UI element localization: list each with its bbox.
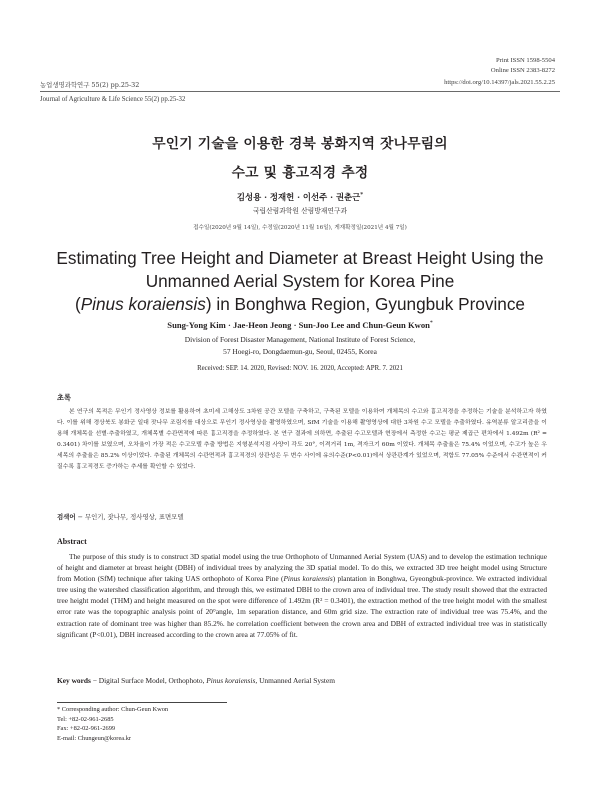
title-ko-line1: 무인기 기술을 이용한 경북 봉화지역 잣나무림의 — [152, 136, 448, 152]
corresponding-mark-en: * — [429, 320, 433, 327]
journal-ko: 농업생명과학연구 55(2) pp.25-32 — [40, 81, 140, 89]
abstract-en-species: Pinus koraiensis — [283, 574, 333, 584]
affiliation-en-line1: Division of Forest Disaster Management, National Institute of Forest Science, — [184, 335, 416, 344]
abstract-ko-heading: 초록 — [57, 393, 71, 402]
doi-link[interactable]: https://doi.org/10.14397/jals.2021.55.2.25 — [444, 79, 555, 86]
footnote-fax: Fax: +82-02-961-2699 — [57, 725, 116, 733]
journal-en: Journal of Agriculture & Life Science 55(2) pp.25-32 — [40, 96, 186, 103]
keywords-en-dash: − Digital Surface Model, Orthophoto, — [90, 676, 207, 685]
title-ko-line2: 수고 및 흉고직경 추정 — [231, 165, 369, 181]
keywords-en-rest: , Unmanned Aerial System — [255, 676, 336, 685]
authors-ko — [0, 191, 600, 203]
footnote-corresponding: * Corresponding author: Chun-Geun Kwon — [57, 706, 169, 713]
abstract-en-part1: The purpose of this study is to construct 3D spatial model using the true Orthophoto of Unmanned Aerial System (UAS) and to develop the estimation technique of height and diameter at breast height (DBH) of individual trees by analyzing the 3D spatial model. To do this, we extracted 3D tree height model using Structure from Motion (SfM) technique after taking UAS orthophoto of Korea Pine ( — [57, 552, 547, 584]
footnote-rule — [57, 702, 227, 703]
online-issn: Online ISSN 2383-8272 — [490, 67, 555, 74]
abstract-en-body — [57, 551, 547, 640]
keywords-en-species: Pinus koraiensis — [206, 676, 256, 685]
title-en-line2: Unmanned Aerial System for Korea Pine — [145, 271, 455, 291]
keywords-ko — [57, 512, 184, 521]
footnote-tel: Tel: +82-02-961-2685 — [57, 715, 114, 723]
keywords-en-label: Key words — [57, 676, 91, 685]
keywords-ko-label: 검색어 — [57, 513, 76, 521]
title-en-line3 — [0, 294, 600, 315]
footnote — [57, 705, 357, 743]
abstract-ko-body: 본 연구의 목적은 무인기 정사영상 정보를 활용하여 초미세 고해상도 3차원 공간 모델을 구축하고, 구축된 모델을 이용하여 개체목의 수고와 흉고직경을 추정하는 기술을 분석하고자 하였다. 이를 위해 경상북도 봉화군 일대 잣나무 조림지를 대상으로 무인기 정사영상을 촬영하였으며, SfM 기술을 이용해 촬영영상에 대한 3차원 수고 모델을 추출하였다. 유역분류 알고리즘을 이용해 개체목을 선별·추출하였고, 개체목별 수관면적에 따른 흉고직경을 추정하였다. 본 연구 결과에 의하면, 추출된 수고모델과 현장에서 측정한 수고는 평균 제곱근 편차에서 1.492m (R² = 0.3401) 차이를 보였으며, 오차율이 가장 적은 수고모델 추출 방법은 지형분석지점 사양이 각도 20°, 이격거리 1m, 격자크기 60m 이었다. 개체목 추출율은 75.4% 이었으며, 수고가 높은 우세목의 추출율은 85.2% 이상이었다. 추출된 개체목의 수관면적과 흉고직경의 상관성은 두 변수 사이에 유의수준(P<0.01)에서 상관관계가 있었으며, 적합도 77.05% 수준에서 수관면적이 커질수록 흉고직경도 증가하는 추세를 확인할 수 있었다. — [57, 409, 547, 471]
abstract-en-heading: Abstract — [57, 537, 87, 546]
affiliation-en-line2: 57 Hoegi-ro, Dongdaemun-gu, Seoul, 02455, Korea — [223, 347, 377, 356]
keywords-ko-text: − 무인기, 잣나무, 정사영상, 표면모델 — [75, 513, 184, 521]
title-en-species: Pinus koraiensis — [80, 294, 206, 314]
affiliation-ko: 국립산림과학원 산림방재연구과 — [252, 207, 348, 215]
abstract-en-part2: ) plantation in Bonghwa, Gyeongbuk-province. We extracted individual tree using the watershed classification algorithm, and through this, we estimated DBH to the crown area of individual tree. The study result showed that the extracted tree height model (THM) and height measured on the spot were difference of 1.492m (R² = 0.3401), the extraction method of the tree height model with the smallest error rate was the topographic analysis point of 20°angle, 1m separation distance, and 60m grid size. The extraction rate of individual tree was 75.4%, and the extraction rate of dominant tree was higher than 85.2%. he correlation coefficient between the crown area and DBH of extracted individual tree was in statistically significant (P<0.01), DBH increased according to the crown area at 77.05% of fit. — [57, 574, 547, 639]
title-en-region: ) in Bonghwa Region, Gyungbuk Province — [205, 294, 525, 314]
authors-en-names: Sung-Yong Kim · Jae-Heon Jeong · Sun-Joo Lee and Chun-Geun Kwon — [167, 320, 430, 330]
corresponding-mark-ko: * — [360, 192, 364, 199]
footnote-email[interactable]: E-mail: Chungeun@korea.kr — [57, 734, 132, 742]
title-en-paren: ( — [74, 294, 81, 314]
title-en-line1: Estimating Tree Height and Diameter at Breast Height Using the — [56, 248, 544, 268]
keywords-en — [57, 676, 335, 685]
header-rule — [40, 91, 560, 92]
authors-ko-names: 김성용 · 정재헌 · 이선주 · 권춘근 — [236, 192, 361, 202]
dates-ko: 접수일(2020년 9월 14일), 수정일(2020년 11월 16일), 게재확정일(2021년 4월 7일) — [193, 225, 407, 231]
dates-en: Received: SEP. 14. 2020, Revised: NOV. 16. 2020, Accepted: APR. 7. 2021 — [197, 365, 403, 372]
authors-en — [0, 320, 600, 330]
print-issn: Print ISSN 1598-5504 — [496, 57, 555, 64]
